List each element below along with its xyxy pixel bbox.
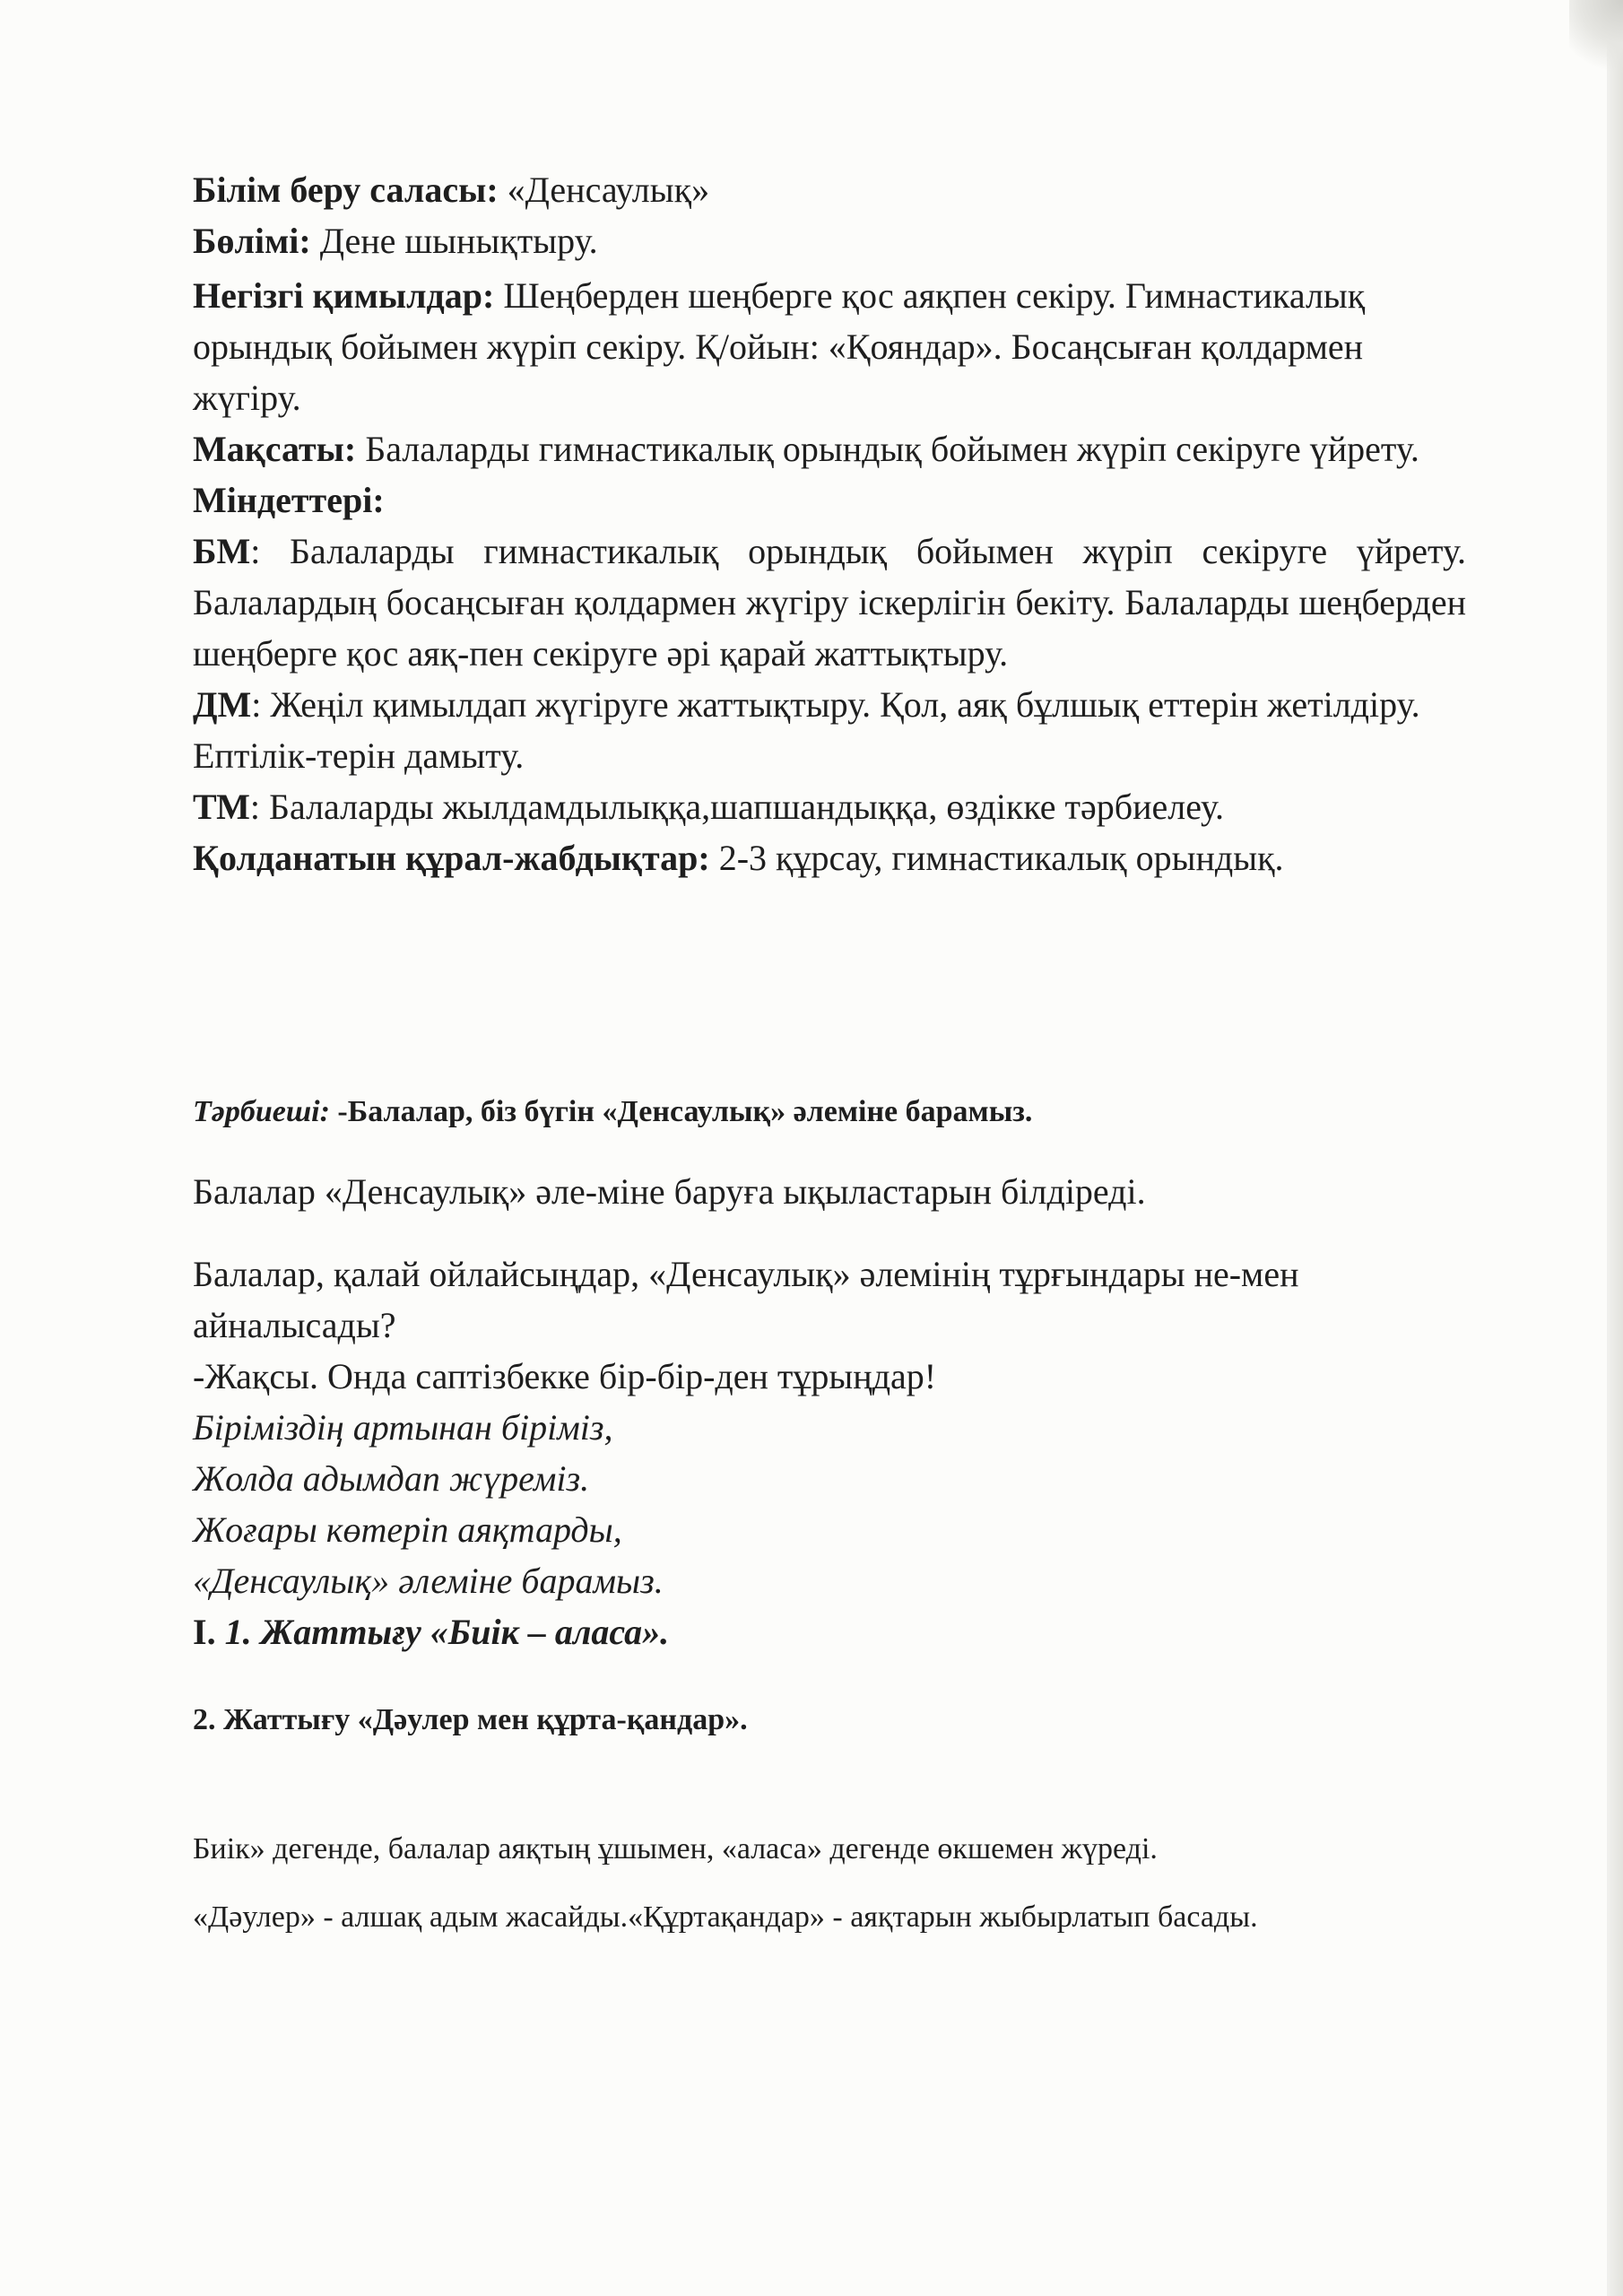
equipment-line <box>193 832 1466 883</box>
movements-label: Негізгі қимылдар: <box>193 275 495 316</box>
bm-value: : Балаларды гимнастикалық орындық бойымен жүріп секіруге үйрету. Балалардың босаңсыған қолдармен жүгіру іскерлігін бекіту. Балаларды шеңберден шеңберге қос аяқ-пен секіруге әрі қарай жаттықтыру. <box>193 531 1466 674</box>
section-label: Бөлімі: <box>193 221 311 261</box>
goal-value: Балаларды гимнастикалық орындық бойымен жүріп секіруге үйрету. <box>356 429 1419 469</box>
goal-line <box>193 423 1466 474</box>
movements-line <box>193 270 1466 423</box>
poem-line-2: Жолда адымдап жүреміз. <box>193 1458 590 1499</box>
dm-label: ДМ <box>193 684 252 725</box>
paragraph-2 <box>193 1248 1466 1657</box>
area-value: «Денсаулық» <box>498 170 710 210</box>
tm-value: : Балаларды жылдамдылыққа,шапшандыққа, өздікке тәрбиелеу. <box>249 787 1225 827</box>
note-1: Биік» дегенде, балалар аяқтың ұшымен, «аласа» дегенде өкшемен жүреді. <box>193 1832 1158 1866</box>
area-label: Білім беру саласы: <box>193 170 499 210</box>
poem-line-1: Біріміздің артынан біріміз, <box>193 1407 613 1448</box>
exercise-2: 2. Жаттығу «Дәулер мен құрта-қандар». <box>193 1703 748 1736</box>
page-corner-shadow <box>1569 0 1623 81</box>
note-2: «Дәулер» - алшақ адым жасайды.«Құртақандар» - аяқтарын жыбырлатып басады. <box>193 1900 1258 1934</box>
bm-line <box>193 526 1466 679</box>
area-line <box>193 164 1466 215</box>
dm-line <box>193 679 1466 781</box>
page-edge-shadow <box>1607 0 1623 2296</box>
goal-label: Мақсаты: <box>193 429 357 469</box>
bm-label: БМ <box>193 531 251 571</box>
exercise-1: I. 1. Жаттығу «Биік – аласа». <box>193 1612 670 1652</box>
question-text: Балалар, қалай ойлайсыңдар, «Денсаулық» әлемінің тұрғындары не-мен айналысады? <box>193 1254 1299 1345</box>
teacher-line <box>193 1090 1466 1135</box>
section-value: Дене шынықтыру. <box>310 221 598 261</box>
movements-value: Шеңберден шеңберге қос аяқпен секіру. Гимнастикалық орындық бойымен жүріп секіру. Қ/ойын: «Қояндар». Босаңсыған қолдармен жүгіру. <box>193 275 1366 418</box>
poem-line-4: «Денсаулық» әлеміне барамыз. <box>193 1561 664 1601</box>
lesson-header <box>193 164 1466 883</box>
paragraph-1: Балалар «Денсаулық» әле-міне баруға ықыластарын білдіреді. <box>193 1171 1146 1212</box>
teacher-intro <box>193 1090 1466 1135</box>
equipment-label: Қолданатын құрал-жабдықтар: <box>193 838 710 878</box>
section-line <box>193 215 1466 266</box>
teacher-text: -Балалар, біз бүгін «Денсаулық» әлеміне барамыз. <box>329 1095 1033 1128</box>
lineup-text: -Жақсы. Онда саптізбекке бір-бір-ден тұрыңдар! <box>193 1356 937 1396</box>
poem-line-3: Жоғары көтеріп аяқтарды, <box>193 1509 622 1550</box>
tm-line <box>193 781 1466 832</box>
tm-label: ТМ <box>193 787 250 827</box>
equipment-value: 2-3 құрсау, гимнастикалық орындық. <box>709 838 1284 878</box>
teacher-label: Тәрбиеші: <box>193 1095 330 1128</box>
dm-value: : Жеңіл қимылдап жүгіруге жаттықтыру. Қол, аяқ бұлшық еттерін жетілдіру. Ептілік-терін дамыту. <box>193 684 1420 776</box>
tasks-heading: Міндеттері: <box>193 480 385 520</box>
